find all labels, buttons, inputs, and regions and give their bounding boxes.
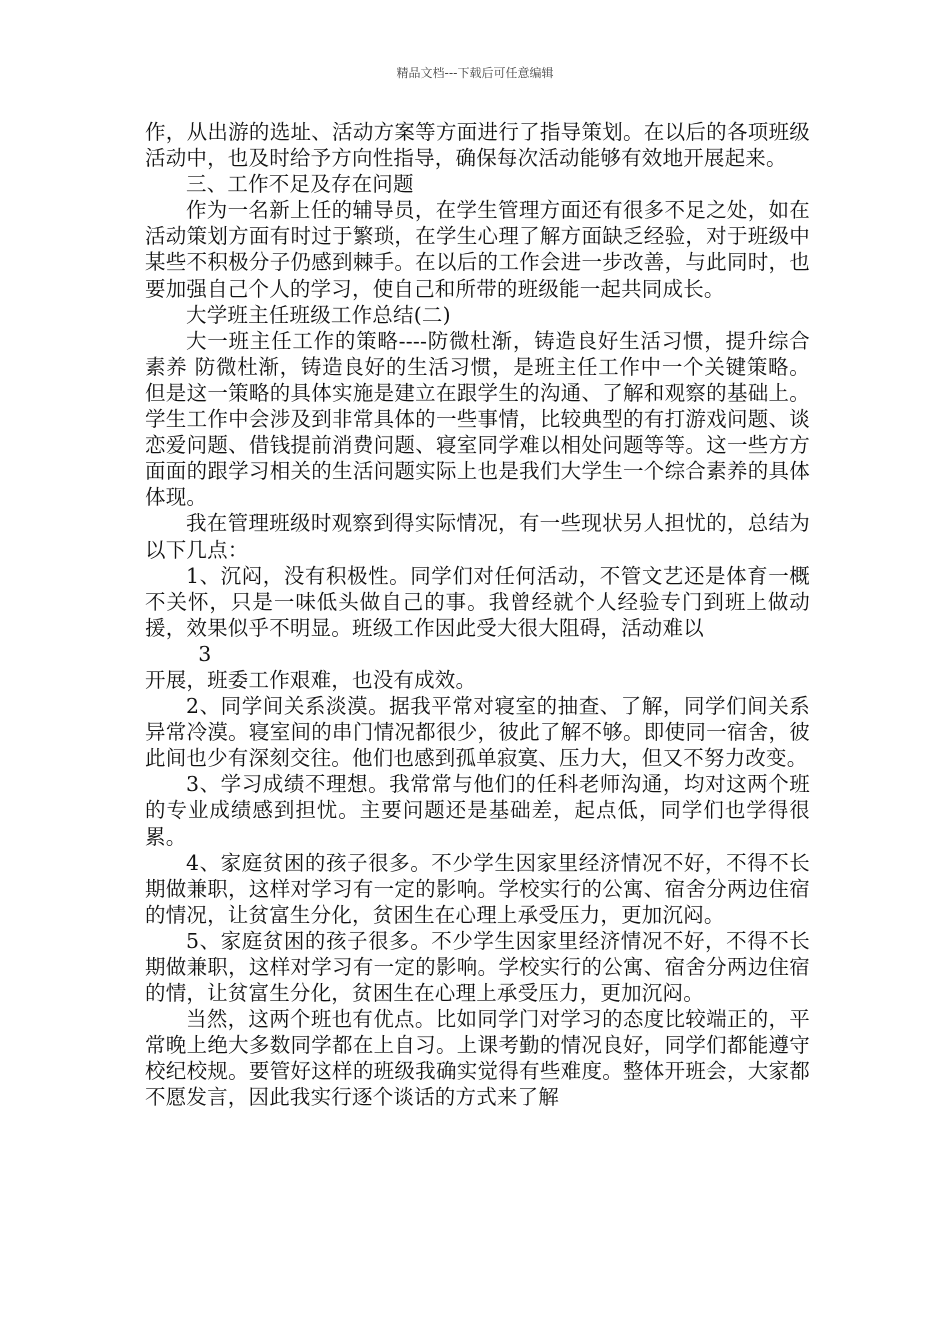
page-header: 精品文档---下载后可任意编辑 [396,66,554,80]
list-item: 2、同学间关系淡漠。据我平常对寝室的抽查、了解，同学们间关系异常冷漠。寝室间的串门情况都很少，彼此了解不够。即使同一宿舍，彼此间也少有深刻交往。他们也感到孤单寂寞、压力大，但又不努力改变。 [145,694,810,771]
list-item: 5、家庭贫困的孩子很多。不少学生因家里经济情况不好，不得不长期做兼职，这样对学习有一定的影响。学校实行的公寓、宿舍分两边住宿的情，让贫富生分化，贫困生在心理上承受压力，更加沉闷。 [145,928,810,1006]
page-number: 3 [198,641,212,666]
list-item: 1、沉闷，没有积极性。同学们对任何活动，不管文艺还是体育一概不关怀，只是一味低头做自己的事。我曾经就个人经验专门到班上做动援，效果似乎不明显。班级工作因此受大很大阻碍，活动难以 [145,563,810,640]
paragraph: 作，从出游的选址、活动方案等方面进行了指导策划。在以后的各项班级活动中，也及时给予方向性指导，确保每次活动能够有效地开展起来。 [145,120,810,171]
list-item: 3、学习成绩不理想。我常常与他们的任科老师沟通，均对这两个班的专业成绩感到担忧。主要问题还是基础差，起点低，同学们也学得很累。 [145,772,810,849]
paragraph: 大一班主任工作的策略----防微杜渐，铸造良好生活习惯，提升综合素养 防微杜渐，铸造良好的生活习惯，是班主任工作中一个关键策略。但是这一策略的具体实施是建立在跟学生的沟通、了解和观察的基础上。学生工作中会涉及到非常具体的一些事情，比较典型的有打游戏问题、谈恋爱问题、借钱提前消费问题、寝室同学难以相处问题等等。这一些方方面面的跟学习相关的生活问题实际上也是我们大学生一个综合素养的具体体现。 [145,328,810,510]
paragraph: 开展，班委工作艰难，也没有成效。 [145,667,477,692]
section-heading: 三、工作不足及存在问题 [186,172,414,197]
paragraph: 我在管理班级时观察到得实际情况，有一些现状另人担忧的，总结为以下几点： [145,511,810,562]
paragraph: 当然，这两个班也有优点。比如同学门对学习的态度比较端正的，平常晚上绝大多数同学都在上自习。上课考勤的情况良好，同学们都能遵守校纪校规。要管好这样的班级我确实觉得有些难度。整体开班会，大家都不愿发言，因此我实行逐个谈话的方式来了解 [145,1007,810,1110]
section-title: 大学班主任班级工作总结(二) [186,302,451,327]
paragraph: 作为一名新上任的辅导员，在学生管理方面还有很多不足之处，如在活动策划方面有时过于繁琐，在学生心理了解方面缺乏经验，对于班级中某些不积极分子仍感到棘手。在以后的工作会进一步改善，与此同时，也要加强自己个人的学习，使自己和所带的班级能一起共同成长。 [145,198,810,301]
list-item: 4、家庭贫困的孩子很多。不少学生因家里经济情况不好，不得不长期做兼职，这样对学习有一定的影响。学校实行的公寓、宿舍分两边住宿的情况，让贫富生分化，贫困生在心理上承受压力，更加沉闷。 [145,850,810,927]
document-body [145,119,810,1111]
